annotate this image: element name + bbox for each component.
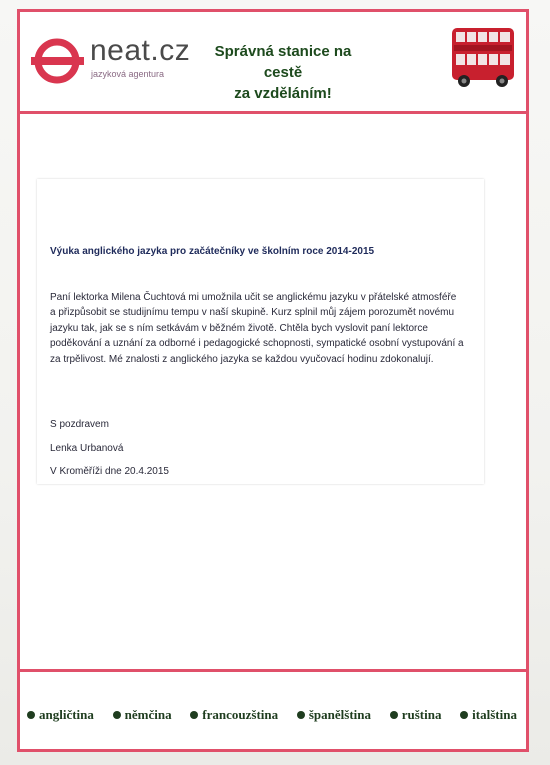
language-item-english <box>27 707 94 723</box>
bullet-icon <box>27 711 35 719</box>
language-item-russian <box>390 707 442 723</box>
bullet-icon <box>190 711 198 719</box>
slogan <box>206 41 360 104</box>
language-label: italština <box>472 707 517 722</box>
bullet-icon <box>297 711 305 719</box>
paragraph-line: jazyku tak, jak se s ním setkávám v běžném životě. Chtěla bych vyslovit paní lektorce <box>50 322 428 334</box>
bullet-icon <box>460 711 468 719</box>
letter-title: Výuka anglického jazyka pro začátečníky ve školním roce 2014-2015 <box>50 246 375 257</box>
language-item-spanish <box>297 707 371 723</box>
language-item-french <box>190 707 278 723</box>
paragraph-line: Paní lektorka Milena Čuchtová mi umožnila učit se anglickému jazyku v přátelské atmosféře <box>50 292 457 303</box>
slogan-line-1: Správná stanice na cestě <box>214 43 352 81</box>
language-label: němčina <box>124 707 172 722</box>
bullet-icon <box>390 711 398 719</box>
paragraph-line: a přizpůsobit se studijnímu tempu v naší skupině. Kurz splnil můj zájem porozumět novému <box>50 307 455 319</box>
signature: Lenka Urbanová <box>50 443 124 454</box>
slogan-line-2: za vzděláním! <box>234 85 332 102</box>
language-item-italian <box>460 707 517 723</box>
bullet-icon <box>113 711 121 719</box>
language-list <box>27 705 517 725</box>
place-date: V Kroměříži dne 20.4.2015 <box>50 466 169 477</box>
language-label: angličtina <box>39 707 94 722</box>
logo-subtitle: jazyková agentura <box>91 69 165 79</box>
greeting: S pozdravem <box>50 419 109 430</box>
header-divider <box>17 111 529 114</box>
paragraph-line: za trpělivost. Mé znalosti z anglického jazyka se každou vyučovací hodinu zdokonalují. <box>50 353 434 365</box>
double-decker-bus-icon <box>446 18 522 94</box>
language-label: ruština <box>401 707 442 722</box>
language-label: španělština <box>308 707 371 722</box>
logo-text: neat.cz <box>90 34 191 67</box>
letter-paragraph <box>50 290 480 367</box>
language-label: francouzština <box>202 707 279 722</box>
footer-divider <box>17 669 529 672</box>
language-item-german <box>113 707 172 723</box>
neat-logo-icon <box>31 36 87 86</box>
paragraph-line: poděkování a uznání za odborné i pedagogické schopnosti, sympatické osobní vystupování a <box>50 338 464 350</box>
